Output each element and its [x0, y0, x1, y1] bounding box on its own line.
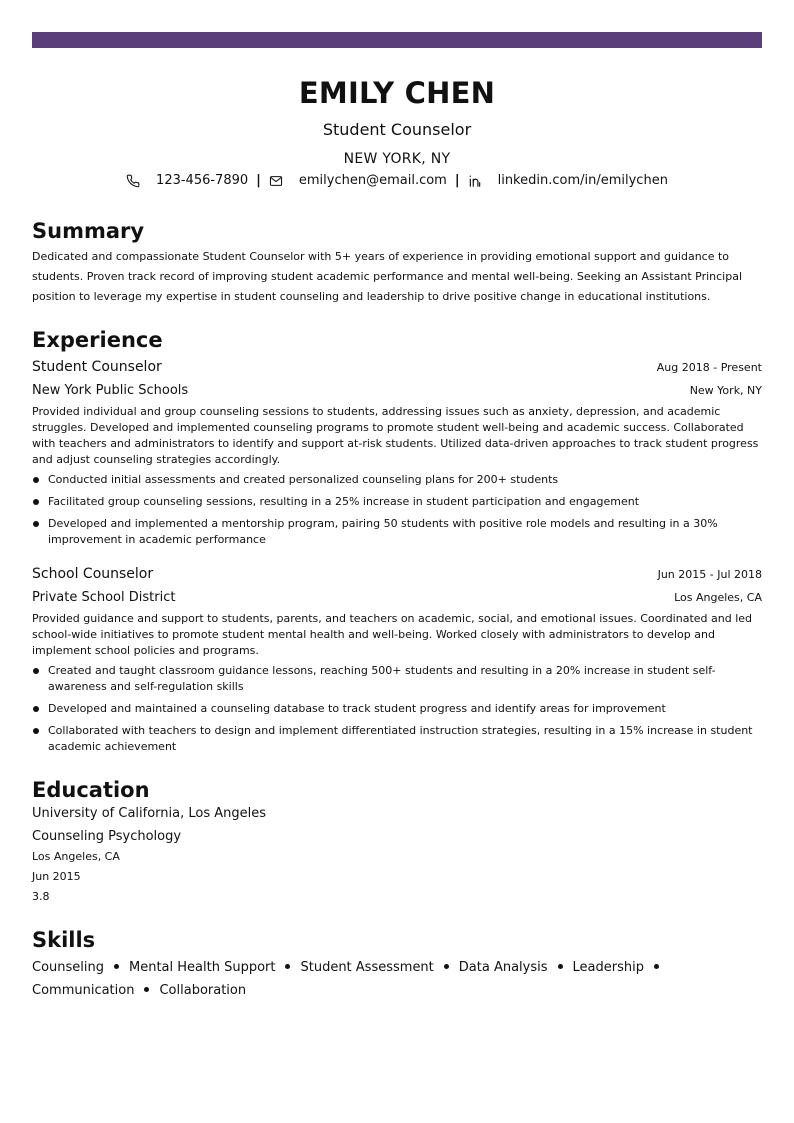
skill-text: Mental Health Support [129, 960, 276, 975]
bullet-dot [33, 668, 39, 674]
list-item [32, 723, 762, 755]
envelope-icon [269, 174, 283, 188]
summary-section [32, 218, 762, 307]
job-title: Student Counselor [32, 359, 162, 375]
bullet-dot [33, 728, 39, 734]
education-gpa: 3.8 [32, 890, 50, 903]
skill-text: Collaboration [159, 983, 247, 998]
skill-separator-dot [444, 964, 449, 969]
list-item [32, 516, 762, 548]
job-description: Provided individual and group counseling sessions to students, addressing issues such as anxiety, depression, and academic struggles. Developed and implemented counseling programs to promote student well-being and academic success. Collaborated with teachers and administrators to identify and support at-risk students. Utilized data-driven approaches to track student progress and adjust counseling strategies accordingly. [32, 405, 759, 466]
bullet-dot [33, 499, 39, 505]
email-text[interactable]: emilychen@email.com [298, 173, 447, 188]
job-description: Provided guidance and support to students, parents, and teachers on academic, social, and emotional issues. Coordinated and led school-wide initiatives to promote student mental health and well-being. Worked closely with administrators to develop and implement school policies and programs. [32, 612, 753, 657]
skill-item [129, 956, 300, 979]
skill-item [32, 979, 159, 1002]
bullet-text: Conducted initial assessments and created personalized counseling plans for 200+ students [48, 473, 559, 486]
skill-separator-dot [285, 964, 290, 969]
company-name: Private School District [32, 590, 176, 605]
job-dates: Jun 2015 - Jul 2018 [657, 568, 762, 581]
skill-item [32, 956, 129, 979]
list-item [32, 494, 762, 510]
bullet-dot [33, 521, 39, 527]
job-title: School Counselor [32, 566, 154, 582]
resume-header [32, 76, 762, 190]
contact-linkedin[interactable] [468, 172, 668, 190]
bullet-dot [33, 706, 39, 712]
skill-separator-dot [558, 964, 563, 969]
job-bullets [32, 472, 762, 548]
contact-email[interactable] [269, 172, 447, 190]
bullet-text: Developed and maintained a counseling database to track student progress and identify areas for improvement [48, 702, 666, 715]
education-date: Jun 2015 [32, 870, 81, 883]
skill-text: Communication [32, 983, 135, 998]
job-location: Los Angeles, CA [674, 591, 762, 604]
job-bullets [32, 663, 762, 755]
phone-text: 123-456-7890 [156, 173, 249, 188]
linkedin-text[interactable]: linkedin.com/in/emilychen [497, 173, 668, 188]
skill-text: Leadership [572, 960, 644, 975]
job-location: New York, NY [689, 384, 762, 397]
education-location: Los Angeles, CA [32, 850, 120, 863]
contact-phone [126, 172, 248, 190]
linkedin-icon [468, 174, 482, 188]
accent-bar [32, 32, 762, 48]
skills-list [32, 956, 672, 1002]
experience-heading: Experience [32, 328, 163, 352]
candidate-name: EMILY CHEN [298, 76, 496, 110]
summary-text: Dedicated and compassionate Student Counselor with 5+ years of experience in providing emotional support and guidance to students. Proven track record of improving student academic performance and mental well-being. Seeking an Assistant Principal position to leverage my expertise in student counseling and leadership to drive positive change in educational institutions. [32, 250, 742, 303]
skill-separator-dot [654, 964, 659, 969]
job-entry [32, 564, 762, 755]
skill-item [573, 956, 669, 979]
summary-heading: Summary [32, 219, 145, 243]
skill-text: Counseling [32, 960, 104, 975]
education-heading: Education [32, 778, 150, 802]
skill-item [300, 956, 458, 979]
skill-item [159, 979, 246, 1002]
bullet-dot [33, 477, 39, 483]
list-item [32, 701, 762, 717]
candidate-location: NEW YORK, NY [343, 151, 451, 167]
bullet-text: Created and taught classroom guidance lessons, reaching 500+ students and resulting in a 20% increase in student self-awareness and self-regulation skills [48, 664, 716, 693]
skill-item [459, 956, 573, 979]
resume-page [32, 48, 762, 1002]
skills-section [32, 927, 762, 1002]
candidate-title: Student Counselor [322, 120, 472, 139]
skill-separator-dot [114, 964, 119, 969]
education-field: Counseling Psychology [32, 829, 182, 844]
bullet-text: Developed and implemented a mentorship program, pairing 50 students with positive role models and resulting in a 30% improvement in academic performance [48, 517, 718, 546]
phone-icon [126, 174, 140, 188]
skill-text: Student Assessment [300, 960, 434, 975]
contact-separator: | [454, 173, 460, 188]
bullet-text: Facilitated group counseling sessions, resulting in a 25% increase in student participation and engagement [48, 495, 640, 508]
bullet-text: Collaborated with teachers to design and implement differentiated instruction strategies, resulting in a 15% increase in student academic achievement [48, 724, 753, 753]
skills-heading: Skills [32, 928, 96, 952]
skill-text: Data Analysis [458, 960, 548, 975]
education-section [32, 777, 762, 907]
contact-separator: | [256, 173, 261, 188]
experience-section [32, 327, 762, 755]
list-item [32, 472, 762, 488]
job-dates: Aug 2018 - Present [656, 361, 762, 374]
job-entry [32, 357, 762, 548]
company-name: New York Public Schools [32, 383, 189, 398]
list-item [32, 663, 762, 695]
skill-separator-dot [144, 987, 149, 992]
education-school: University of California, Los Angeles [32, 806, 267, 821]
contact-line [32, 172, 762, 190]
